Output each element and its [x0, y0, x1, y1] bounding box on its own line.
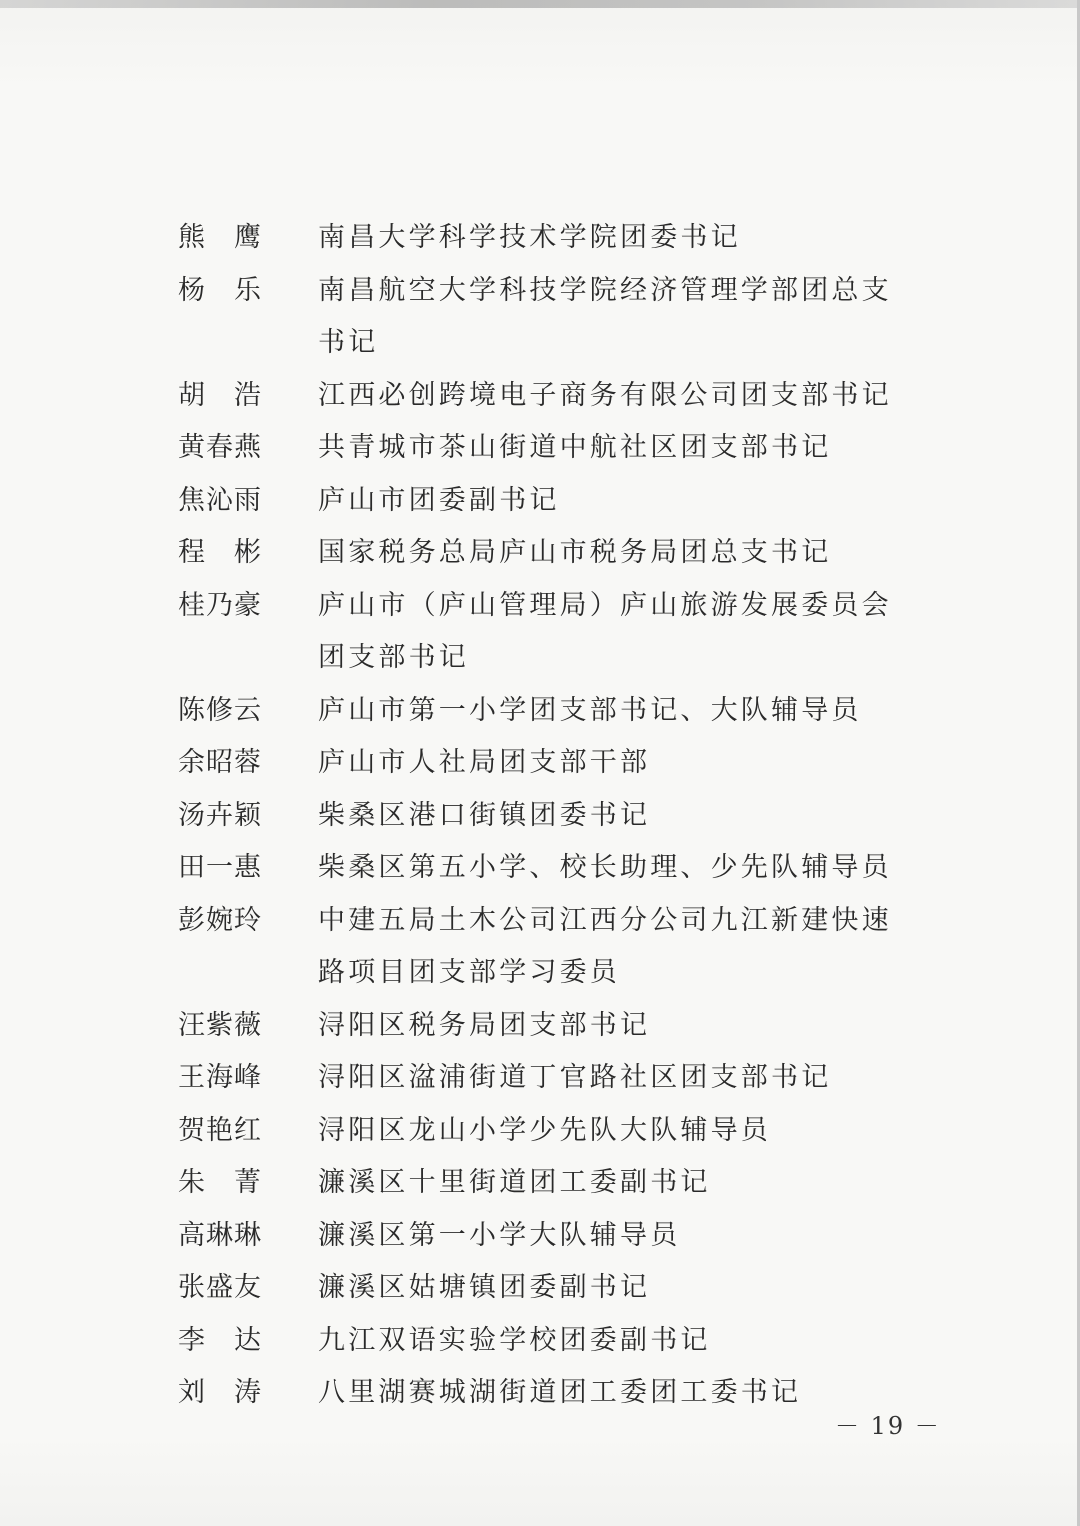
page-number: － 19 － — [835, 1412, 941, 1440]
scan-top-edge — [0, 0, 1080, 8]
list-item — [0, 790, 1080, 843]
list-item — [0, 1315, 1080, 1368]
person-position: 八里湖赛城湖街道团工委团工委书记 — [318, 1377, 802, 1408]
person-position: 浔阳区税务局团支部书记 — [318, 1009, 651, 1041]
list-item — [0, 895, 1080, 1000]
person-position: 柴桑区港口街镇团委书记 — [318, 799, 651, 831]
list-item — [0, 475, 1080, 528]
list-item — [0, 422, 1080, 475]
list-item — [0, 1210, 1080, 1263]
person-name: 程 彬 — [178, 537, 262, 568]
person-position: 江西必创跨境电子商务有限公司团支部书记 — [318, 379, 892, 411]
person-position: 庐山市人社局团支部干部 — [318, 747, 651, 778]
person-name: 桂乃豪 — [178, 589, 262, 621]
list-item — [0, 1052, 1080, 1105]
person-name: 汤卉颖 — [178, 799, 262, 831]
person-name: 胡 浩 — [178, 379, 262, 411]
person-name: 贺艳红 — [178, 1114, 262, 1146]
person-name: 杨 乐 — [178, 274, 262, 306]
person-position: 南昌大学科学技术学院团委书记 — [318, 222, 741, 253]
list-item — [0, 1262, 1080, 1315]
person-name: 朱 菁 — [178, 1167, 262, 1198]
list-item — [0, 1105, 1080, 1158]
person-position: 柴桑区第五小学、校长助理、少先队辅导员 — [318, 852, 892, 883]
person-name: 田一惠 — [178, 852, 262, 883]
person-position: 南昌航空大学科技学院经济管理学部团总支书记 — [318, 274, 892, 358]
person-name: 焦沁雨 — [178, 484, 262, 516]
person-name: 黄春燕 — [178, 432, 262, 463]
person-name: 陈修云 — [178, 694, 262, 726]
list-item — [0, 1157, 1080, 1210]
name-list — [0, 212, 1080, 1420]
person-position: 浔阳区龙山小学少先队大队辅导员 — [318, 1114, 771, 1146]
person-position: 濂溪区第一小学大队辅导员 — [318, 1219, 681, 1251]
person-name: 汪紫薇 — [178, 1009, 262, 1041]
list-item — [0, 527, 1080, 580]
person-position: 浔阳区湓浦街道丁官路社区团支部书记 — [318, 1062, 832, 1093]
person-position: 濂溪区姑塘镇团委副书记 — [318, 1272, 651, 1303]
person-position: 共青城市茶山街道中航社区团支部书记 — [318, 432, 832, 463]
person-position: 庐山市第一小学团支部书记、大队辅导员 — [318, 694, 862, 726]
person-position: 九江双语实验学校团委副书记 — [318, 1324, 711, 1356]
person-name: 彭婉玲 — [178, 904, 262, 936]
person-position: 国家税务总局庐山市税务局团总支书记 — [318, 537, 832, 568]
list-item — [0, 1000, 1080, 1053]
list-item — [0, 580, 1080, 685]
person-position: 庐山市团委副书记 — [318, 484, 560, 516]
person-name: 余昭蓉 — [178, 747, 262, 778]
list-item — [0, 370, 1080, 423]
list-item — [0, 842, 1080, 895]
list-item — [0, 265, 1080, 370]
person-name: 李 达 — [178, 1324, 262, 1356]
person-position: 庐山市（庐山管理局）庐山旅游发展委员会团支部书记 — [318, 589, 892, 673]
person-name: 高琳琳 — [178, 1219, 262, 1251]
list-item — [0, 685, 1080, 738]
person-position: 濂溪区十里街道团工委副书记 — [318, 1167, 711, 1198]
person-name: 王海峰 — [178, 1062, 262, 1093]
list-item — [0, 737, 1080, 790]
person-name: 张盛友 — [178, 1272, 262, 1303]
list-item — [0, 212, 1080, 265]
person-name: 刘 涛 — [178, 1377, 262, 1408]
person-position: 中建五局土木公司江西分公司九江新建快速路项目团支部学习委员 — [318, 904, 892, 988]
person-name: 熊 鹰 — [178, 222, 262, 253]
